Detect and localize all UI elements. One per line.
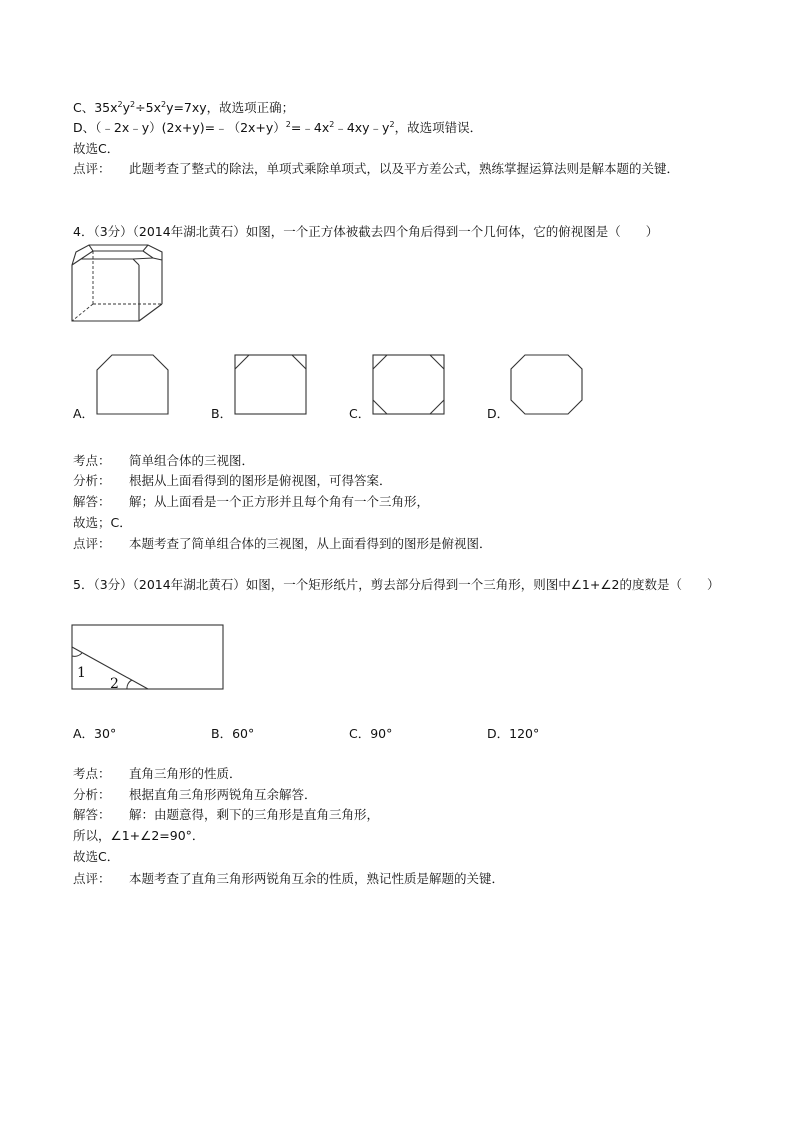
c-sup-3: 2: [160, 99, 167, 109]
q5-angle-1-label: 1: [77, 665, 86, 681]
d-text-3: ﹣4xy﹣y: [334, 120, 390, 135]
prev-comment: [73, 160, 718, 178]
c-sup-1: 2: [117, 99, 123, 109]
q4-stem: 4．（3分）（2014年湖北黄石）如图，一个正方体被截去四个角后得到一个几何体，它的俯视图是（ ）: [73, 224, 659, 239]
q4-option-a-label: A．: [73, 406, 95, 421]
d-sup-2: 2: [329, 119, 335, 129]
option-c-solution: [73, 100, 294, 116]
q5-comment-label: 点评：: [73, 871, 111, 886]
q5-so: 所以，∠1+∠2=90°．: [73, 828, 205, 843]
prev-comment-text: 此题考查了整式的除法，单项式乘除单项式，以及平方差公式，熟练掌握运算法则是解本题的关键．: [129, 161, 680, 176]
q5-angle-2-label: 2: [110, 676, 119, 692]
option-d-solution: [73, 120, 482, 136]
q5-choose: 故选C．: [73, 849, 120, 864]
q4-option-d-figure: [511, 355, 585, 416]
d-sup-3: 2: [389, 119, 395, 129]
c-sup-2: 2: [130, 99, 136, 109]
q4-option-d-label: D．: [487, 406, 510, 421]
c-text-3: ÷5x: [135, 100, 161, 115]
q5-option-b: B．60°: [211, 726, 255, 741]
q4-fenxi-label: 分析：: [73, 473, 111, 488]
q5-comment-text: 本题考查了直角三角形两锐角互余的性质，熟记性质是解题的关键．: [129, 871, 505, 886]
d-text-4: ，故选项错误．: [394, 120, 483, 135]
q5-comment: [73, 871, 504, 887]
q4-option-a-figure: [97, 355, 171, 416]
q4-jieda-label: 解答：: [73, 494, 111, 509]
q5-fenxi-text: 根据直角三角形两锐角互余解答．: [129, 787, 317, 802]
q5-option-c: C．90°: [349, 726, 393, 741]
q4-jieda: [73, 494, 429, 510]
q4-option-c-label: C．: [349, 406, 371, 421]
q5-jieda-label: 解答：: [73, 807, 111, 822]
q5-option-a: A．30°: [73, 726, 117, 741]
q4-comment: [73, 536, 492, 552]
c-text-1: C、35x: [73, 100, 118, 115]
q5-jieda-text: 解：由题意得，剩下的三角形是直角三角形，: [129, 807, 380, 822]
q4-cube-figure: [72, 244, 167, 324]
q5-stem: 5．（3分）（2014年湖北黄石）如图，一个矩形纸片，剪去部分后得到一个三角形，则图中∠1+∠2的度数是（ ）: [73, 577, 720, 592]
q5-rectangle-figure: [72, 625, 226, 691]
q4-kaodian-label: 考点：: [73, 453, 111, 468]
prev-choose: 故选C．: [73, 141, 120, 156]
d-text-1: D、（﹣2x﹣y）(2x+y)=﹣（2x+y）: [73, 120, 286, 135]
q4-fenxi: [73, 473, 392, 489]
q5-fenxi-label: 分析：: [73, 787, 111, 802]
c-text-4: y=7xy，故选项正确；: [166, 100, 295, 115]
q4-choose: 故选；C．: [73, 515, 132, 530]
q5-jieda: [73, 807, 379, 823]
q4-fenxi-text: 根据从上面看得到的图形是俯视图，可得答案．: [129, 473, 392, 488]
q5-kaodian-label: 考点：: [73, 766, 111, 781]
d-text-2: =﹣4x: [290, 120, 330, 135]
q4-comment-label: 点评：: [73, 536, 111, 551]
q4-jieda-text: 解；从上面看是一个正方形并且每个角有一个三角形，: [129, 494, 430, 509]
q4-option-b-figure: [235, 355, 309, 416]
q4-option-b-label: B．: [211, 406, 233, 421]
q4-kaodian: [73, 453, 254, 469]
q4-kaodian-text: 简单组合体的三视图．: [129, 453, 255, 468]
q4-comment-text: 本题考查了简单组合体的三视图，从上面看得到的图形是俯视图．: [129, 536, 492, 551]
prev-comment-label: 点评：: [73, 161, 111, 176]
d-sup-1: 2: [285, 119, 291, 129]
q5-kaodian: [73, 766, 242, 782]
q5-fenxi: [73, 787, 317, 803]
q4-option-c-figure: [373, 355, 447, 416]
q5-kaodian-text: 直角三角形的性质．: [129, 766, 242, 781]
q5-option-d: D．120°: [487, 726, 540, 741]
c-text-2: y: [122, 100, 131, 115]
